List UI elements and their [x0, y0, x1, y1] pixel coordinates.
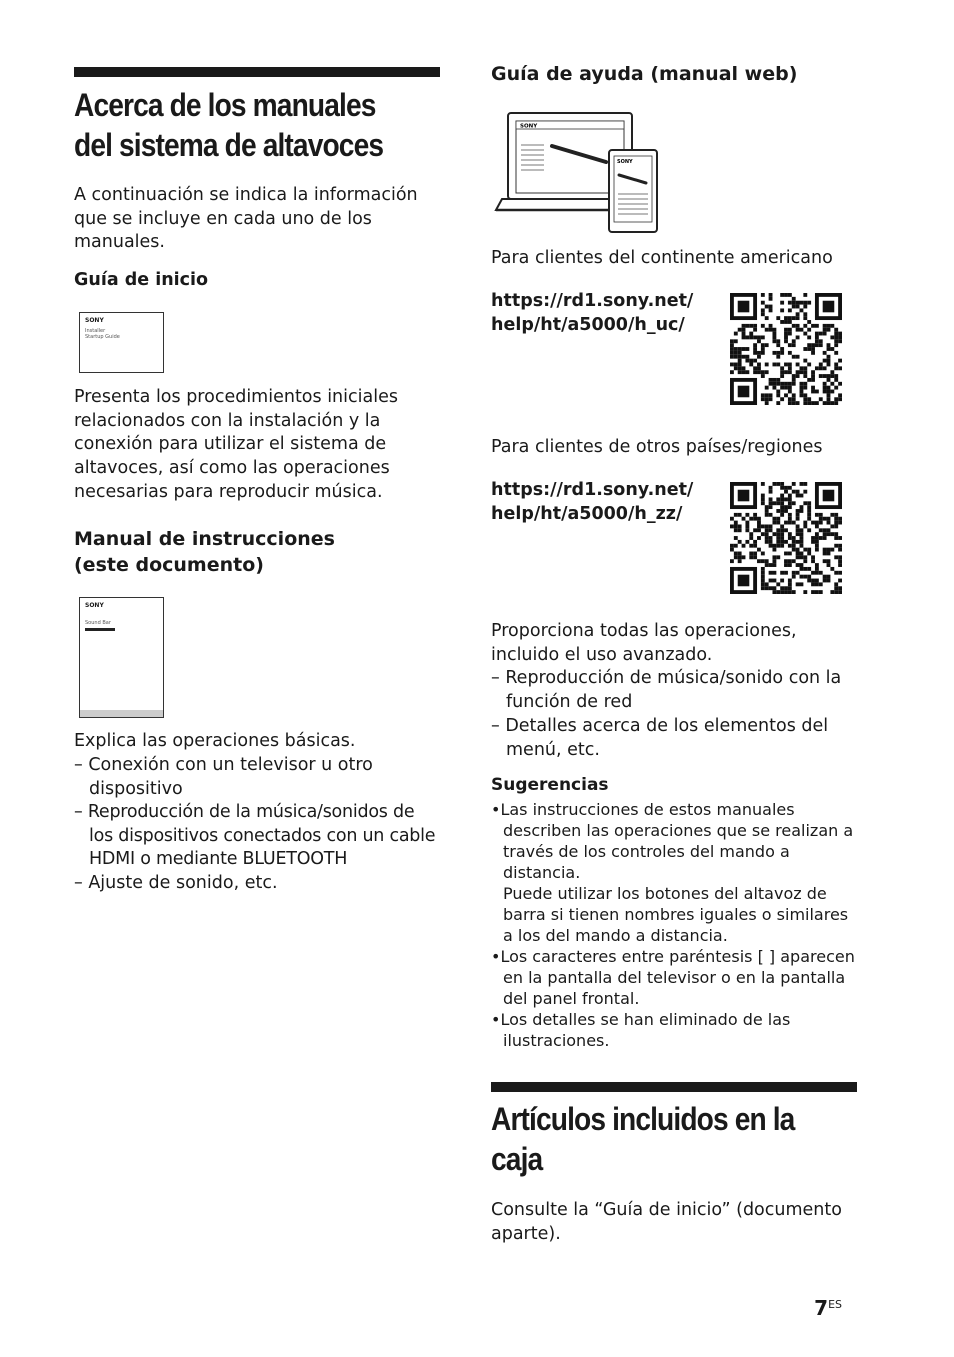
sony-logo: SONY	[520, 123, 538, 130]
description-line: incluido el uso avanzado.	[491, 644, 713, 665]
heading-line: (este documento)	[74, 554, 264, 576]
sony-logo: SONY	[85, 602, 104, 609]
page-number-value: 7	[814, 1296, 829, 1320]
startup-guide-description: Presenta los procedimientos iniciales relacionados con la instalación y la conexión para utilizar el sistema de altavoces, así como las operaciones necesarias para reproducir música.	[74, 387, 398, 502]
tip-item-continuation: Puede utilizar los botones del altavoz de barra si tienen nombres iguales o similares a los del mando a distancia.	[503, 884, 849, 945]
url-line[interactable]: https://rd1.sony.net/	[491, 291, 694, 311]
laptop-tablet-illustration	[494, 110, 664, 235]
tip-item: •Los caracteres entre paréntesis [ ] aparecen en la pantalla del televisor o en la pantalla del panel frontal.	[491, 947, 855, 1008]
section-title-box-contents	[491, 1099, 861, 1179]
thumb-text: Startup Guide	[85, 334, 120, 340]
page-number	[814, 1296, 842, 1320]
sony-logo: SONY	[85, 317, 104, 324]
page-language: ES	[828, 1298, 842, 1311]
heading-line: Manual de instrucciones	[74, 528, 335, 550]
title-line: Acerca de los manuales	[74, 87, 376, 123]
description-line: Proporciona todas las operaciones,	[491, 621, 797, 641]
tip-item: •Las instrucciones de estos manuales describen las operaciones que se realizan a través de los controles del mando a distancia.	[491, 800, 854, 882]
help-description	[491, 620, 857, 667]
title-line: Artículos incluidos en la	[491, 1101, 795, 1137]
manual-description: Explica las operaciones básicas.	[74, 731, 356, 751]
list-item: – Reproducción de la música/sonidos de los dispositivos conectados con un cable HDMI o mediante BLUETOOTH	[74, 802, 436, 870]
qr-code-america[interactable]	[730, 293, 842, 405]
sony-logo: SONY	[617, 159, 633, 165]
section-rule	[74, 67, 440, 77]
title-line: del sistema de altavoces	[74, 127, 384, 163]
other-label: Para clientes de otros países/regiones	[491, 437, 823, 457]
thumb-text: Installer	[85, 328, 106, 334]
list-item: – Conexión con un televisor u otro dispositivo	[74, 755, 373, 799]
box-contents-text: Consulte la “Guía de inicio” (documento aparte).	[491, 1200, 842, 1244]
url-line[interactable]: help/ht/a5000/h_zz/	[491, 504, 683, 524]
america-url[interactable]	[491, 289, 693, 337]
thumb-bar	[85, 628, 115, 631]
intro-text: A continuación se indica la información que se incluye en cada uno de los manuales.	[74, 185, 418, 253]
list-item: – Detalles acerca de los elementos del menú, etc.	[491, 716, 829, 760]
tip-item: •Los detalles se han eliminado de las ilustraciones.	[491, 1010, 791, 1050]
list-item: – Ajuste de sonido, etc.	[74, 873, 278, 893]
startup-guide-thumbnail	[79, 312, 164, 373]
thumb-text: Sound Bar	[85, 620, 111, 626]
manual-thumbnail	[79, 597, 164, 718]
startup-guide-heading: Guía de inicio	[74, 270, 209, 290]
url-line[interactable]: help/ht/a5000/h_uc/	[491, 315, 685, 335]
title-line: caja	[491, 1141, 543, 1177]
help-guide-heading: Guía de ayuda (manual web)	[491, 63, 798, 85]
thumb-footer	[80, 710, 163, 717]
url-line[interactable]: https://rd1.sony.net/	[491, 480, 694, 500]
qr-code-other[interactable]	[730, 482, 842, 594]
tips-heading: Sugerencias	[491, 775, 609, 795]
manual-heading	[74, 526, 335, 578]
section-rule	[491, 1082, 857, 1092]
other-url[interactable]	[491, 478, 693, 526]
america-label: Para clientes del continente americano	[491, 248, 833, 268]
list-item: – Reproducción de música/sonido con la función de red	[491, 668, 842, 712]
section-title-manuals	[74, 85, 444, 165]
